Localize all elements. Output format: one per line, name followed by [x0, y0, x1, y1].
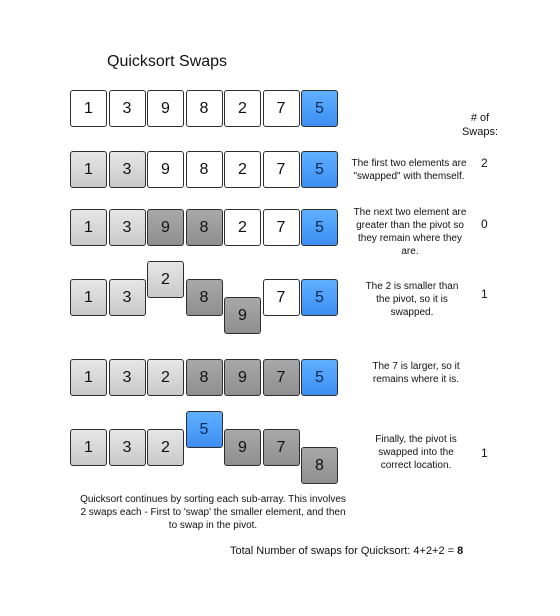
- step-description: The next two element are greater than the pivot so they remain where they are.: [353, 207, 467, 257]
- array-cell: 8: [186, 209, 223, 246]
- array-cell: 7: [263, 279, 300, 316]
- array-cell: 8: [186, 359, 223, 396]
- array-cell: 2: [147, 359, 184, 396]
- swap-count: 0: [481, 217, 488, 231]
- array-cell: 3: [109, 151, 146, 188]
- swaps-header: # of Swaps:: [461, 112, 499, 138]
- array-cell: 5: [301, 359, 338, 396]
- array-cell: 9: [147, 151, 184, 188]
- step-description: The 7 is larger, so it remains where it is.: [372, 361, 460, 385]
- array-cell: 1: [70, 359, 107, 396]
- array-cell: 7: [263, 209, 300, 246]
- array-cell: 2: [224, 151, 261, 188]
- array-cell: 3: [109, 209, 146, 246]
- array-cell: 5: [301, 151, 338, 188]
- array-cell: 9: [224, 429, 261, 466]
- step-description: The 2 is smaller than the pivot, so it is swapped.: [365, 281, 459, 318]
- array-cell: 3: [109, 429, 146, 466]
- array-cell: 1: [70, 209, 107, 246]
- array-cell: 2: [224, 90, 261, 127]
- array-cell: 9: [224, 297, 261, 334]
- array-cell: 7: [263, 90, 300, 127]
- array-cell: 8: [186, 90, 223, 127]
- array-cell: 2: [224, 209, 261, 246]
- footer-note: Quicksort continues by sorting each sub-array. This involves 2 swaps each - First to 'swap' the smaller element, and then to swap in the pivot.: [80, 494, 346, 531]
- array-cell: 1: [70, 279, 107, 316]
- array-cell: 9: [224, 359, 261, 396]
- array-cell: 8: [186, 279, 223, 316]
- array-cell: 7: [263, 151, 300, 188]
- diagram-title: Quicksort Swaps: [107, 53, 228, 70]
- array-cell: 8: [301, 447, 338, 484]
- step-description: Finally, the pivot is swapped into the correct location.: [375, 434, 457, 471]
- array-cell: 1: [70, 90, 107, 127]
- array-cell: 5: [301, 279, 338, 316]
- array-cell: 7: [263, 429, 300, 466]
- swap-count: 1: [481, 446, 488, 460]
- array-cell: 3: [109, 90, 146, 127]
- array-cell: 2: [147, 429, 184, 466]
- total-swaps: [230, 545, 463, 557]
- array-cell: 8: [186, 151, 223, 188]
- array-cell: 3: [109, 359, 146, 396]
- total-value: 8: [457, 545, 464, 557]
- total-label: Total Number of swaps for Quicksort: 4+2+2 =: [230, 545, 458, 557]
- array-cell: 5: [301, 90, 338, 127]
- array-cell: 7: [263, 359, 300, 396]
- array-cell: 3: [109, 279, 146, 316]
- swap-count: 1: [481, 287, 488, 301]
- array-cell: 1: [70, 429, 107, 466]
- swap-count: 2: [481, 156, 488, 170]
- array-cell: 5: [186, 411, 223, 448]
- array-cell: 2: [147, 261, 184, 298]
- array-cell: 9: [147, 90, 184, 127]
- array-cell: 1: [70, 151, 107, 188]
- array-cell: 9: [147, 209, 184, 246]
- array-cell: 5: [301, 209, 338, 246]
- step-description: The first two elements are "swapped" with themself.: [351, 158, 467, 182]
